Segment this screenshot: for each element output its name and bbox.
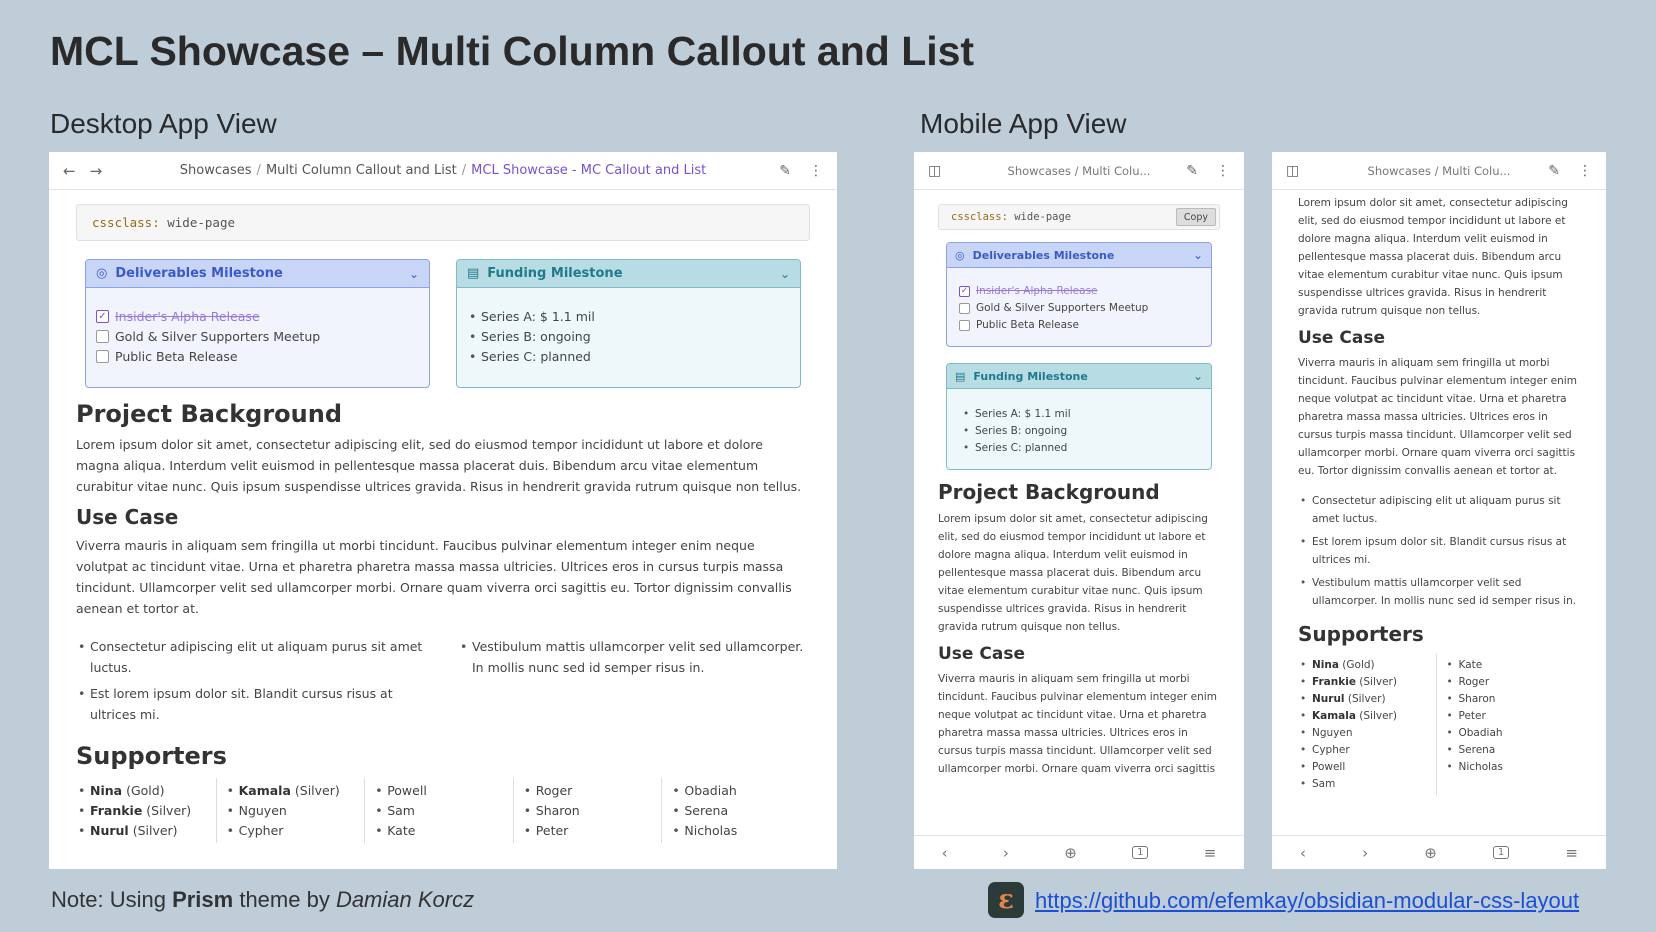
repo-link[interactable]: https://github.com/efemkay/obsidian-modular-css-layout [1035, 888, 1580, 913]
task-label: Gold & Silver Supporters Meetup [976, 302, 1149, 314]
clipboard-icon: ▤ [467, 266, 480, 281]
checkbox[interactable]: ✓ [96, 310, 109, 323]
chevron-down-icon[interactable]: ⌄ [408, 266, 419, 281]
list-item: • Series A: $ 1.1 mil [467, 309, 790, 324]
list-item: • Est lorem ipsum dolor sit. Blandit cursus risus at ultrices mi. [76, 683, 428, 725]
callout-deliverables [946, 242, 1212, 347]
list-item: • Series A: $ 1.1 mil [961, 408, 1201, 420]
callout-title: Funding Milestone [487, 266, 623, 281]
callout-header[interactable] [947, 243, 1211, 268]
list-item: • Kamala (Silver) [1298, 710, 1436, 722]
back-arrow-icon[interactable]: ← [63, 161, 76, 180]
more-vertical-icon[interactable]: ⋮ [809, 162, 823, 179]
forward-arrow-icon[interactable]: › [1002, 843, 1009, 862]
list-item: • Nguyen [1298, 727, 1436, 739]
task-item [96, 349, 419, 364]
list-item: • Est lorem ipsum dolor sit. Blandit cursus risus at ultrices mi. [1298, 533, 1582, 569]
heading-use-case: Use Case [1298, 328, 1385, 348]
callout-funding [456, 259, 801, 388]
paragraph-use-case: Viverra mauris in aliquam sem fringilla ut morbi tincidunt. Faucibus pulvinar elementum integer enim neque volutpat ac tincidunt vitae. Urna et pharetra pharetra massa massa ultricies. Ultrices eros in cursus turpis massa tincidunt. Ullamcorper velit sed ullamcorper morbi. Ornare quam viverra orci sagittis eu. Tortor dignissim convallis aenean et tortor at. [1298, 357, 1577, 477]
sidebar-toggle-icon[interactable]: ◫ [1286, 162, 1300, 179]
copy-button[interactable]: Copy [1176, 208, 1216, 226]
list-item: • Nicholas [670, 823, 810, 838]
theme-author: Damian Korcz [335, 887, 475, 912]
task-item [959, 302, 1201, 314]
heading-use-case: Use Case [938, 644, 1025, 664]
list-item: • Kate [373, 823, 513, 838]
list-item: • Series C: planned [467, 349, 790, 364]
paragraph-background: Lorem ipsum dolor sit amet, consectetur adipiscing elit, sed do eiusmod tempor incididunt ut labore et dolore magna aliqua. Interdum velit euismod in pellentesque massa placerat duis. Bibendum arcu vitae elementum curabitur vitae nunc. Quis ipsum suspendisse ultrices gravida. Risus in hendrerit gravida rutrum quisque non tellus. [76, 437, 802, 494]
list-item: • Vestibulum mattis ullamcorper velit sed ullamcorper. In mollis nunc sed id semper risus in. [1298, 574, 1582, 610]
paragraph-use-case: Viverra mauris in aliquam sem fringilla ut morbi tincidunt. Faucibus pulvinar elementum integer enim neque volutpat ac tincidunt vitae. Urna et pharetra pharetra massa massa ultricies. Ultrices eros in cursus turpis massa tincidunt. Ullamcorper velit sed ullamcorper morbi. Ornare quam viverra orci sagittis eu. Tortor dignissim convallis aenean et tortor at. [76, 538, 792, 616]
list-item: • Series B: ongoing [961, 425, 1201, 437]
list-item: • Cypher [1298, 744, 1436, 756]
list-item: • Sharon [1445, 693, 1583, 705]
list-item: • Frankie (Silver) [76, 803, 216, 818]
clipboard-icon: ▤ [955, 369, 966, 383]
tab-count-icon[interactable]: 1 [1493, 846, 1509, 859]
task-label: Insider's Alpha Release [976, 285, 1098, 297]
task-item [96, 309, 419, 324]
code-value: wide-page [159, 215, 235, 230]
task-label: Public Beta Release [115, 349, 238, 364]
list-item: • Consectetur adipiscing elit ut aliquam purus sit amet luctus. [76, 636, 428, 678]
paragraph-background: Lorem ipsum dolor sit amet, consectetur adipiscing elit, sed do eiusmod tempor incididunt ut labore et dolore magna aliqua. Interdum velit euismod in pellentesque massa placerat duis. Bibendum arcu vitae elementum curabitur vitae nunc. Quis ipsum suspendisse ultrices gravida. Risus in hendrerit gravida rutrum quisque non tellus. [1298, 197, 1568, 317]
task-item [96, 329, 419, 344]
list-item: • Series C: planned [961, 442, 1201, 454]
check-circle-icon: ◎ [955, 248, 965, 262]
list-item: • Peter [522, 823, 662, 838]
list-item: • Kate [1445, 659, 1583, 671]
heading-supporters: Supporters [76, 742, 227, 770]
mobile-bottombar [1272, 835, 1606, 869]
tab-count-icon[interactable]: 1 [1132, 846, 1148, 859]
list-item: • Nguyen [225, 803, 365, 818]
code-block [938, 204, 1220, 230]
pencil-icon[interactable]: ✎ [1186, 162, 1198, 179]
github-logo-icon: ɛ [988, 882, 1024, 918]
desktop-topbar [49, 152, 837, 190]
heading-project-background: Project Background [938, 480, 1160, 504]
breadcrumb: Showcases / Multi Column Callout and List / MCL Showcase - MC Callout and List [179, 163, 707, 178]
callout-funding [946, 363, 1212, 470]
back-arrow-icon[interactable]: ‹ [1300, 843, 1307, 862]
list-item: • Nurul (Silver) [76, 823, 216, 838]
list-item: • Sam [373, 803, 513, 818]
heading-project-background: Project Background [76, 400, 343, 428]
paragraph-use-case: Viverra mauris in aliquam sem fringilla ut morbi tincidunt. Faucibus pulvinar elementum integer enim neque volutpat ac tincidunt vitae. Urna et pharetra pharetra massa massa ultricies. Ultrices eros in cursus turpis massa tincidunt. Ullamcorper velit sed ullamcorper morbi. Ornare quam viverra orci sagittis [938, 673, 1217, 775]
list-item: • Nina (Gold) [76, 783, 216, 798]
callout-header[interactable] [457, 260, 800, 288]
forward-arrow-icon[interactable]: → [89, 161, 103, 180]
chevron-down-icon[interactable]: ⌄ [779, 266, 790, 281]
code-key: cssclass: [951, 211, 1008, 223]
supporters-columns [1298, 654, 1582, 795]
checkbox[interactable] [959, 320, 970, 331]
checkbox[interactable]: ✓ [960, 286, 969, 296]
heading-use-case: Use Case [76, 505, 179, 529]
check-circle-icon: ◎ [96, 266, 108, 281]
code-block [76, 204, 810, 241]
menu-icon[interactable]: ≡ [1565, 843, 1578, 862]
breadcrumb-item[interactable]: Multi Column Callout and List [265, 163, 457, 178]
back-arrow-icon[interactable]: ‹ [941, 843, 948, 862]
list-item: • Frankie (Silver) [1298, 676, 1436, 688]
list-item: • Serena [1445, 744, 1583, 756]
list-item: • Obadiah [670, 783, 810, 798]
list-item: • Roger [1445, 676, 1583, 688]
list-item: • Kamala (Silver) [225, 783, 365, 798]
list-item: • Nurul (Silver) [1298, 693, 1436, 705]
checkbox[interactable] [959, 303, 970, 314]
task-label: Public Beta Release [976, 319, 1079, 331]
heading-supporters: Supporters [1298, 622, 1424, 646]
list-item: • Sam [1298, 778, 1436, 790]
task-item [959, 285, 1201, 297]
mobile-window-1 [914, 152, 1244, 869]
callout-deliverables [85, 259, 430, 388]
more-vertical-icon[interactable]: ⋮ [1578, 162, 1592, 179]
list-item: • Sharon [522, 803, 662, 818]
theme-name: Prism [172, 887, 234, 912]
theme-note: Note: Using Prism theme by Damian Korcz [51, 887, 475, 912]
list-item: • Series B: ongoing [467, 329, 790, 344]
checkbox[interactable] [96, 350, 109, 363]
breadcrumb-item[interactable]: Showcases [179, 163, 252, 178]
desktop-window [49, 152, 837, 869]
callout-header[interactable] [86, 260, 429, 288]
list-item: • Nina (Gold) [1298, 659, 1436, 671]
mobile-topbar [914, 152, 1244, 190]
breadcrumb[interactable]: Showcases / Multi Colu... [1367, 163, 1511, 178]
list-item: • Powell [373, 783, 513, 798]
menu-icon[interactable]: ≡ [1203, 843, 1217, 862]
callout-header[interactable] [947, 364, 1211, 389]
paragraph-background: Lorem ipsum dolor sit amet, consectetur adipiscing elit, sed do eiusmod tempor incididunt ut labore et dolore magna aliqua. Interdum velit euismod in pellentesque massa placerat duis. Bibendum arcu vitae elementum curabitur vitae nunc. Quis ipsum suspendisse ultrices gravida. Risus in hendrerit gravida rutrum quisque non tellus. [938, 513, 1208, 633]
pencil-icon[interactable]: ✎ [779, 162, 791, 179]
list-item: • Peter [1445, 710, 1583, 722]
mobile-window-2 [1272, 152, 1606, 869]
more-vertical-icon[interactable]: ⋮ [1216, 162, 1230, 179]
plus-circle-icon[interactable]: ⊕ [1424, 843, 1437, 862]
callout-title: Deliverables Milestone [115, 266, 283, 281]
slide-title: MCL Showcase – Multi Column Callout and List [50, 28, 975, 74]
breadcrumb[interactable]: Showcases / Multi Colu... [1007, 163, 1151, 178]
task-item [959, 319, 1201, 331]
mobile-topbar [1272, 152, 1606, 190]
supporters-columns [76, 778, 810, 843]
list-item: • Powell [1298, 761, 1436, 773]
list-item: • Serena [670, 803, 810, 818]
code-value: wide-page [1007, 211, 1072, 223]
sidebar-toggle-icon[interactable]: ◫ [928, 162, 942, 179]
list-item: • Nicholas [1445, 761, 1583, 773]
callout-title: Funding Milestone [973, 369, 1088, 383]
list-item: • Consectetur adipiscing elit ut aliquam purus sit amet luctus. [1298, 492, 1582, 528]
callout-title: Deliverables Milestone [972, 248, 1115, 262]
desktop-view-label: Desktop App View [50, 108, 277, 139]
forward-arrow-icon[interactable]: › [1362, 843, 1369, 862]
list-item: • Obadiah [1445, 727, 1583, 739]
list-item: • Roger [522, 783, 662, 798]
chevron-down-icon[interactable]: ⌄ [1192, 369, 1203, 383]
task-label: Gold & Silver Supporters Meetup [115, 329, 321, 344]
task-label: Insider's Alpha Release [115, 309, 260, 324]
plus-circle-icon[interactable]: ⊕ [1064, 843, 1077, 862]
checkbox[interactable] [96, 330, 109, 343]
breadcrumb-current[interactable]: MCL Showcase - MC Callout and List [471, 163, 707, 178]
list-item: • Cypher [225, 823, 365, 838]
mobile-view-label: Mobile App View [920, 108, 1127, 139]
mobile-bottombar [914, 835, 1244, 869]
list-item: • Vestibulum mattis ullamcorper velit sed ullamcorper. In mollis nunc sed id semper risus in. [458, 636, 810, 678]
pencil-icon[interactable]: ✎ [1548, 162, 1560, 179]
code-key: cssclass: [92, 215, 160, 230]
chevron-down-icon[interactable]: ⌄ [1192, 248, 1203, 262]
